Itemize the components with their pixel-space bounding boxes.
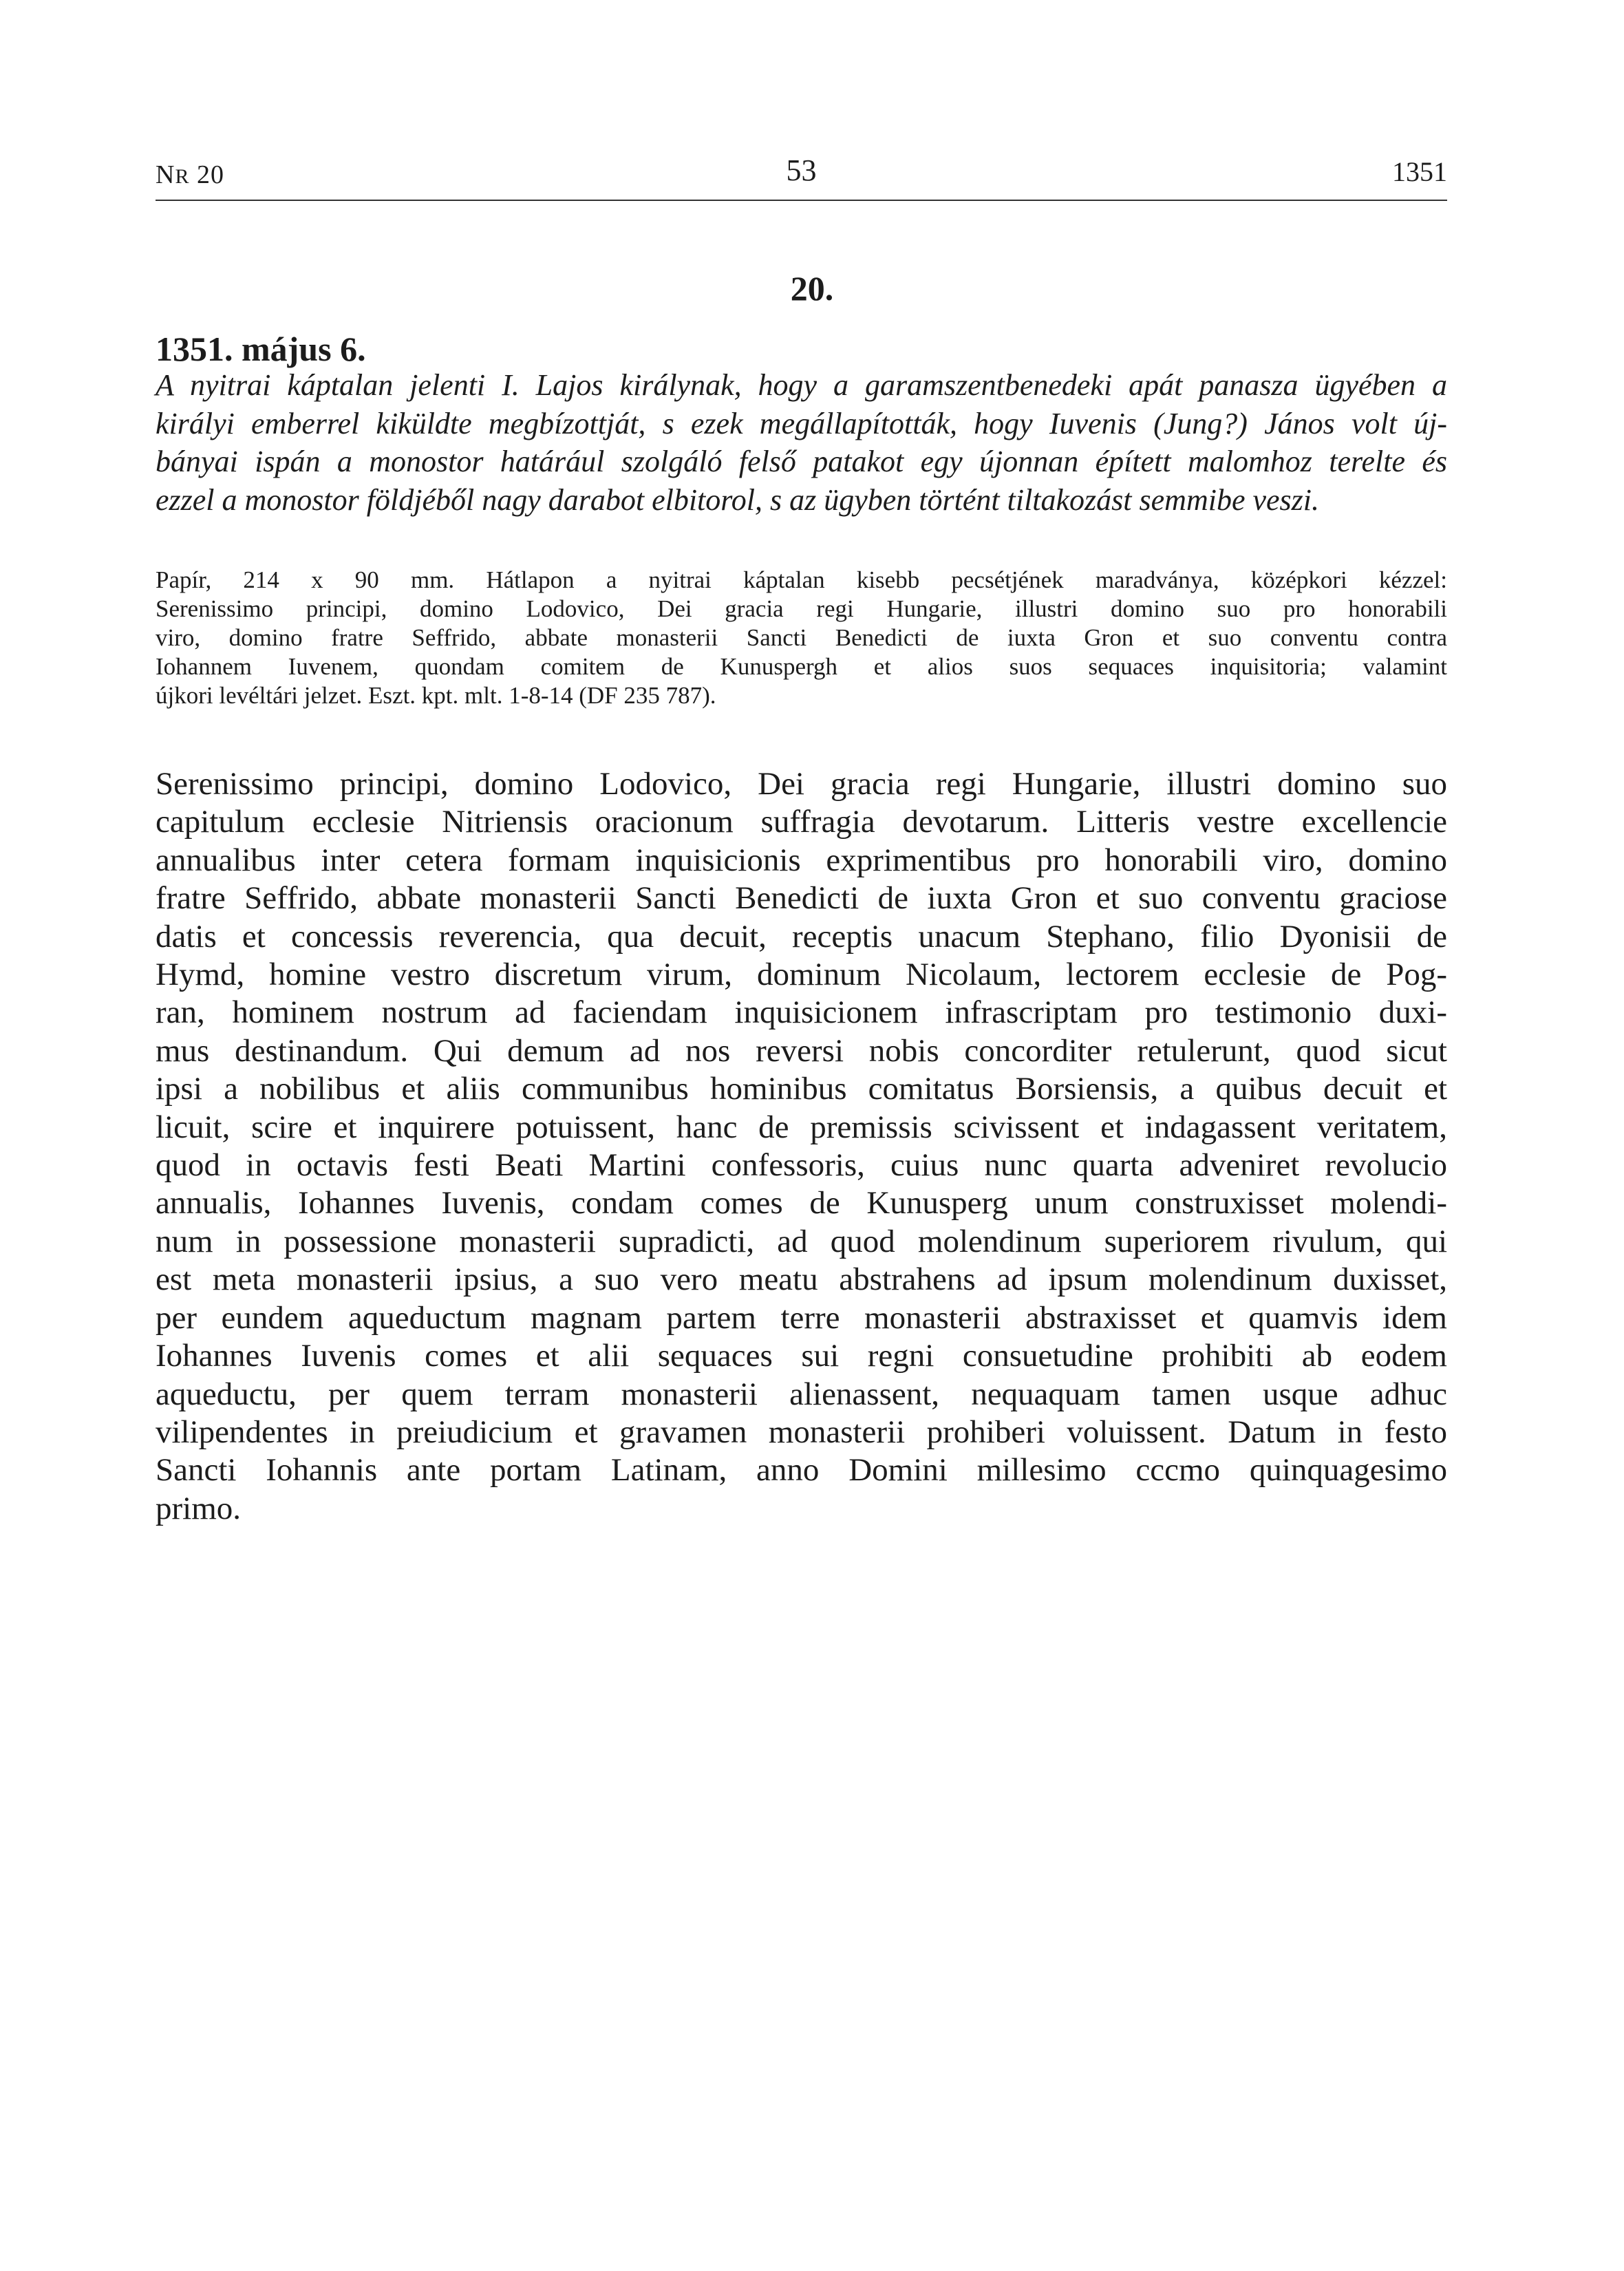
document-number: 20.: [790, 269, 834, 308]
regest-line: bányai ispán a monostor határául szolgáló felső patakot egy újonnan épített malomhoz terelte és: [156, 445, 1447, 478]
description-line: Serenissimo principi, domino Lodovico, Dei gracia regi Hungarie, illustri domino suo pro honorabili: [156, 595, 1447, 622]
charter-line: Iohannes Iuvenis comes et alii sequaces sui regni consuetudine prohibiti ab eodem: [156, 1338, 1447, 1374]
running-header: [156, 150, 1447, 191]
regest-line: A nyitrai káptalan jelenti I. Lajos királynak, hogy a garamszentbenedeki apát panasza ügyében a: [156, 368, 1447, 402]
charter-line: Hymd, homine vestro discretum virum, dominum Nicolaum, lectorem ecclesie de Pog-: [156, 957, 1447, 993]
charter-line: quod in octavis festi Beati Martini confessoris, cuius nunc quarta adveniret revolucio: [156, 1147, 1447, 1184]
charter-line: aqueductu, per quem terram monasterii alienassent, nequaquam tamen usque adhuc: [156, 1376, 1447, 1412]
charter-line: primo.: [156, 1490, 242, 1526]
header-prefix-smallcaps: R: [175, 165, 190, 188]
source-description: [156, 566, 1447, 710]
charter-line: fratre Seffrido, abbate monasterii Sancti Benedicti de iuxta Gron et suo conventu graciose: [156, 880, 1447, 917]
description-line: Iohannem Iuvenem, quondam comitem de Kunuspergh et alios suos sequaces inquisitoria; valamint: [156, 653, 1447, 680]
header-number: 20: [189, 160, 224, 189]
description-line: újkori levéltári jelzet. Eszt. kpt. mlt. 1-8-14 (DF 235 787).: [156, 682, 716, 709]
charter-line: ipsi a nobilibus et aliis communibus hominibus comitatus Borsiensis, a quibus decuit et: [156, 1071, 1447, 1107]
charter-line: licuit, scire et inquirere potuissent, hanc de premissis scivissent et indagassent veritatem,: [156, 1109, 1447, 1145]
charter-line: annualis, Iohannes Iuvenis, condam comes de Kunusperg unum construxisset molendi-: [156, 1185, 1447, 1222]
regest-line: ezzel a monostor földjéből nagy darabot elbitorol, s az ügyben történt tiltakozást semmibe veszi.: [156, 482, 1320, 517]
charter-line: mus destinandum. Qui demum ad nos reversi nobis concorditer retulerunt, quod sicut: [156, 1032, 1447, 1069]
header-prefix: N: [156, 160, 175, 189]
header-year: 1351: [1392, 156, 1447, 187]
description-line: viro, domino fratre Seffrido, abbate monasterii Sancti Benedicti de iuxta Gron et suo conventu contra: [156, 624, 1447, 651]
charter-line: est meta monasterii ipsius, a suo vero meatu abstrahens ad ipsum molendinum duxisset,: [156, 1261, 1447, 1298]
charter-line: Serenissimo principi, domino Lodovico, Dei gracia regi Hungarie, illustri domino suo: [156, 766, 1447, 802]
charter-line: capitulum ecclesie Nitriensis oracionum suffragia devotarum. Litteris vestre excellencie: [156, 804, 1447, 840]
charter-line: num in possessione monasterii supradicti, ad quod molendinum superiorem rivulum, qui: [156, 1223, 1447, 1259]
charter-line: per eundem aqueductum magnam partem terre monasterii abstraxisset et quamvis idem: [156, 1299, 1447, 1336]
charter-line: datis et concessis reverencia, qua decuit, receptis unacum Stephano, filio Dyonisii de: [156, 918, 1447, 955]
charter-text: [156, 765, 1447, 1528]
description-line: Papír, 214 x 90 mm. Hátlapon a nyitrai káptalan kisebb pecsétjének maradványa, középkori kézzel:: [156, 566, 1447, 593]
regest: [156, 366, 1447, 519]
charter-line: ran, hominem nostrum ad faciendam inquisicionem infrascriptam pro testimonio duxi-: [156, 994, 1447, 1031]
charter-line: vilipendentes in preiudicium et gravamen monasterii prohiberi voluissent. Datum in festo: [156, 1414, 1447, 1450]
header-rule: [156, 200, 1447, 201]
regest-line: királyi emberrel kiküldte megbízottját, s ezek megállapították, hogy Iuvenis (Jung?) János volt új-: [156, 406, 1447, 440]
charter-line: Sancti Iohannis ante portam Latinam, anno Domini millesimo cccmo quinquagesimo: [156, 1452, 1447, 1489]
charter-line: annualibus inter cetera formam inquisicionis exprimentibus pro honorabili viro, domino: [156, 842, 1447, 878]
page-number: 53: [786, 153, 817, 187]
document-date: 1351. május 6.: [156, 330, 366, 368]
